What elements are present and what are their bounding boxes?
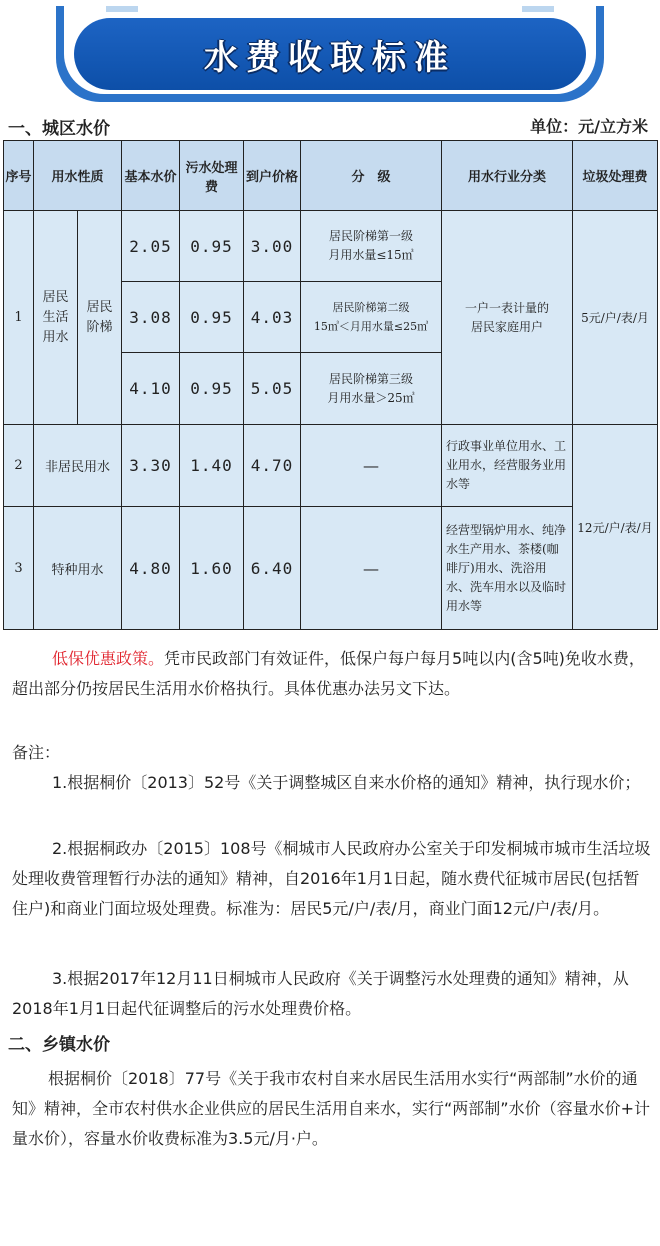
banner-inner: [74, 18, 586, 90]
row3-total: 6.40: [244, 507, 301, 629]
header-seq: 序号: [4, 141, 34, 211]
banner-corner-right: [522, 6, 554, 12]
water-price-table: [3, 140, 658, 630]
header-total-price: 到户价格: [244, 141, 301, 211]
row1-nature-sub: 居民阶梯: [78, 211, 122, 425]
tier1-base: 2.05: [122, 211, 180, 282]
section-title-town: 二、乡镇水价: [8, 1035, 110, 1055]
tier1-label: 居民阶梯第一级: [328, 229, 413, 243]
row1-nature-main: 居民生活用水: [34, 211, 78, 425]
row3-nature: 特种用水: [34, 507, 122, 629]
tier1-range: 月用水量≤15㎥: [328, 248, 414, 262]
row3-tier: —: [301, 507, 442, 629]
banner-corner-left: [106, 6, 138, 12]
page-title: 水费收取标准: [204, 37, 456, 78]
header-sewage-fee: 污水处理费: [180, 141, 244, 211]
row2-total: 4.70: [244, 425, 301, 507]
row2-tier: —: [301, 425, 442, 507]
note-3: 3.根据2017年12月11日桐城市人民政府《关于调整污水处理费的通知》精神，从2018年1月1日起代征调整后的污水处理费价格。: [12, 969, 629, 1018]
policy-label: 低保优惠政策。: [52, 649, 165, 668]
notes-title: 备注：: [12, 743, 61, 762]
row2-nature: 非居民用水: [34, 425, 122, 507]
row1-industry: 一户一表计量的居民家庭用户: [442, 211, 573, 425]
row1-garbage: 5元/户/表/月: [573, 211, 657, 425]
town-paragraph: 根据桐价〔2018〕77号《关于我市农村自来水居民生活用水实行“两部制”水价的通知》精神，全市农村供水企业供应的居民生活用自来水，实行“两部制”水价（容量水价+计量水价），容量水价收费标准为3.5元/月·户。: [12, 1069, 650, 1148]
row3-base: 4.80: [122, 507, 180, 629]
row2-industry: 行政事业单位用水、工业用水，经营服务业用水等: [442, 425, 573, 507]
policy-paragraph: [12, 644, 652, 704]
row2-seq: 2: [4, 425, 34, 507]
tier1-total: 3.00: [244, 211, 301, 282]
tier2-range: 15㎥＜月用水量≤25㎥: [313, 320, 429, 333]
header-garbage-fee: 垃圾处理费: [573, 141, 657, 211]
tier3-label: 居民阶梯第三级: [328, 371, 413, 386]
note-1: 1.根据桐价〔2013〕52号《关于调整城区自来水价格的通知》精神，执行现水价；: [52, 773, 641, 792]
note-2: 2.根据桐政办〔2015〕108号《桐城市人民政府办公室关于印发桐城市城市生活垃圾处理收费管理暂行办法的通知》精神，自2016年1月1日起，随水费代征城市居民(包括暂住户)和商业门面垃圾处理费。标准为：居民5元/户/表/月，商业门面12元/户/表/月。: [12, 839, 651, 918]
unit-label: 单位：元/立方米: [530, 117, 648, 136]
row3-industry: 经营型锅炉用水、纯净水生产用水、茶楼(咖啡厅)用水、洗浴用水、洗车用水以及临时用水等: [442, 507, 573, 629]
tier2-total: 4.03: [244, 282, 301, 353]
tier3-desc: [301, 353, 442, 425]
row23-garbage: 12元/户/表/月: [573, 425, 657, 629]
tier2-desc: [301, 282, 442, 353]
tier1-desc: [301, 211, 442, 282]
row2-base: 3.30: [122, 425, 180, 507]
header-tier: 分 级: [301, 141, 442, 211]
header-nature: 用水性质: [34, 141, 122, 211]
policy-text: 凭市民政部门有效证件，低保户每户每月5吨以内(含5吨)免收水费，超出部分仍按居民生活用水价格执行。具体优惠办法另文下达。: [12, 649, 645, 698]
row3-seq: 3: [4, 507, 34, 629]
section-title-urban: 一、城区水价: [8, 119, 110, 139]
tier2-sewage: 0.95: [180, 282, 244, 353]
title-banner: [56, 6, 604, 102]
header-industry: 用水行业分类: [442, 141, 573, 211]
row1-seq: 1: [4, 211, 34, 425]
row2-sewage: 1.40: [180, 425, 244, 507]
tier3-total: 5.05: [244, 353, 301, 425]
tier3-range: 月用水量＞25㎥: [327, 390, 415, 405]
header-base-price: 基本水价: [122, 141, 180, 211]
tier3-sewage: 0.95: [180, 353, 244, 425]
tier2-base: 3.08: [122, 282, 180, 353]
row3-sewage: 1.60: [180, 507, 244, 629]
tier2-label: 居民阶梯第二级: [332, 301, 410, 314]
tier1-sewage: 0.95: [180, 211, 244, 282]
tier3-base: 4.10: [122, 353, 180, 425]
